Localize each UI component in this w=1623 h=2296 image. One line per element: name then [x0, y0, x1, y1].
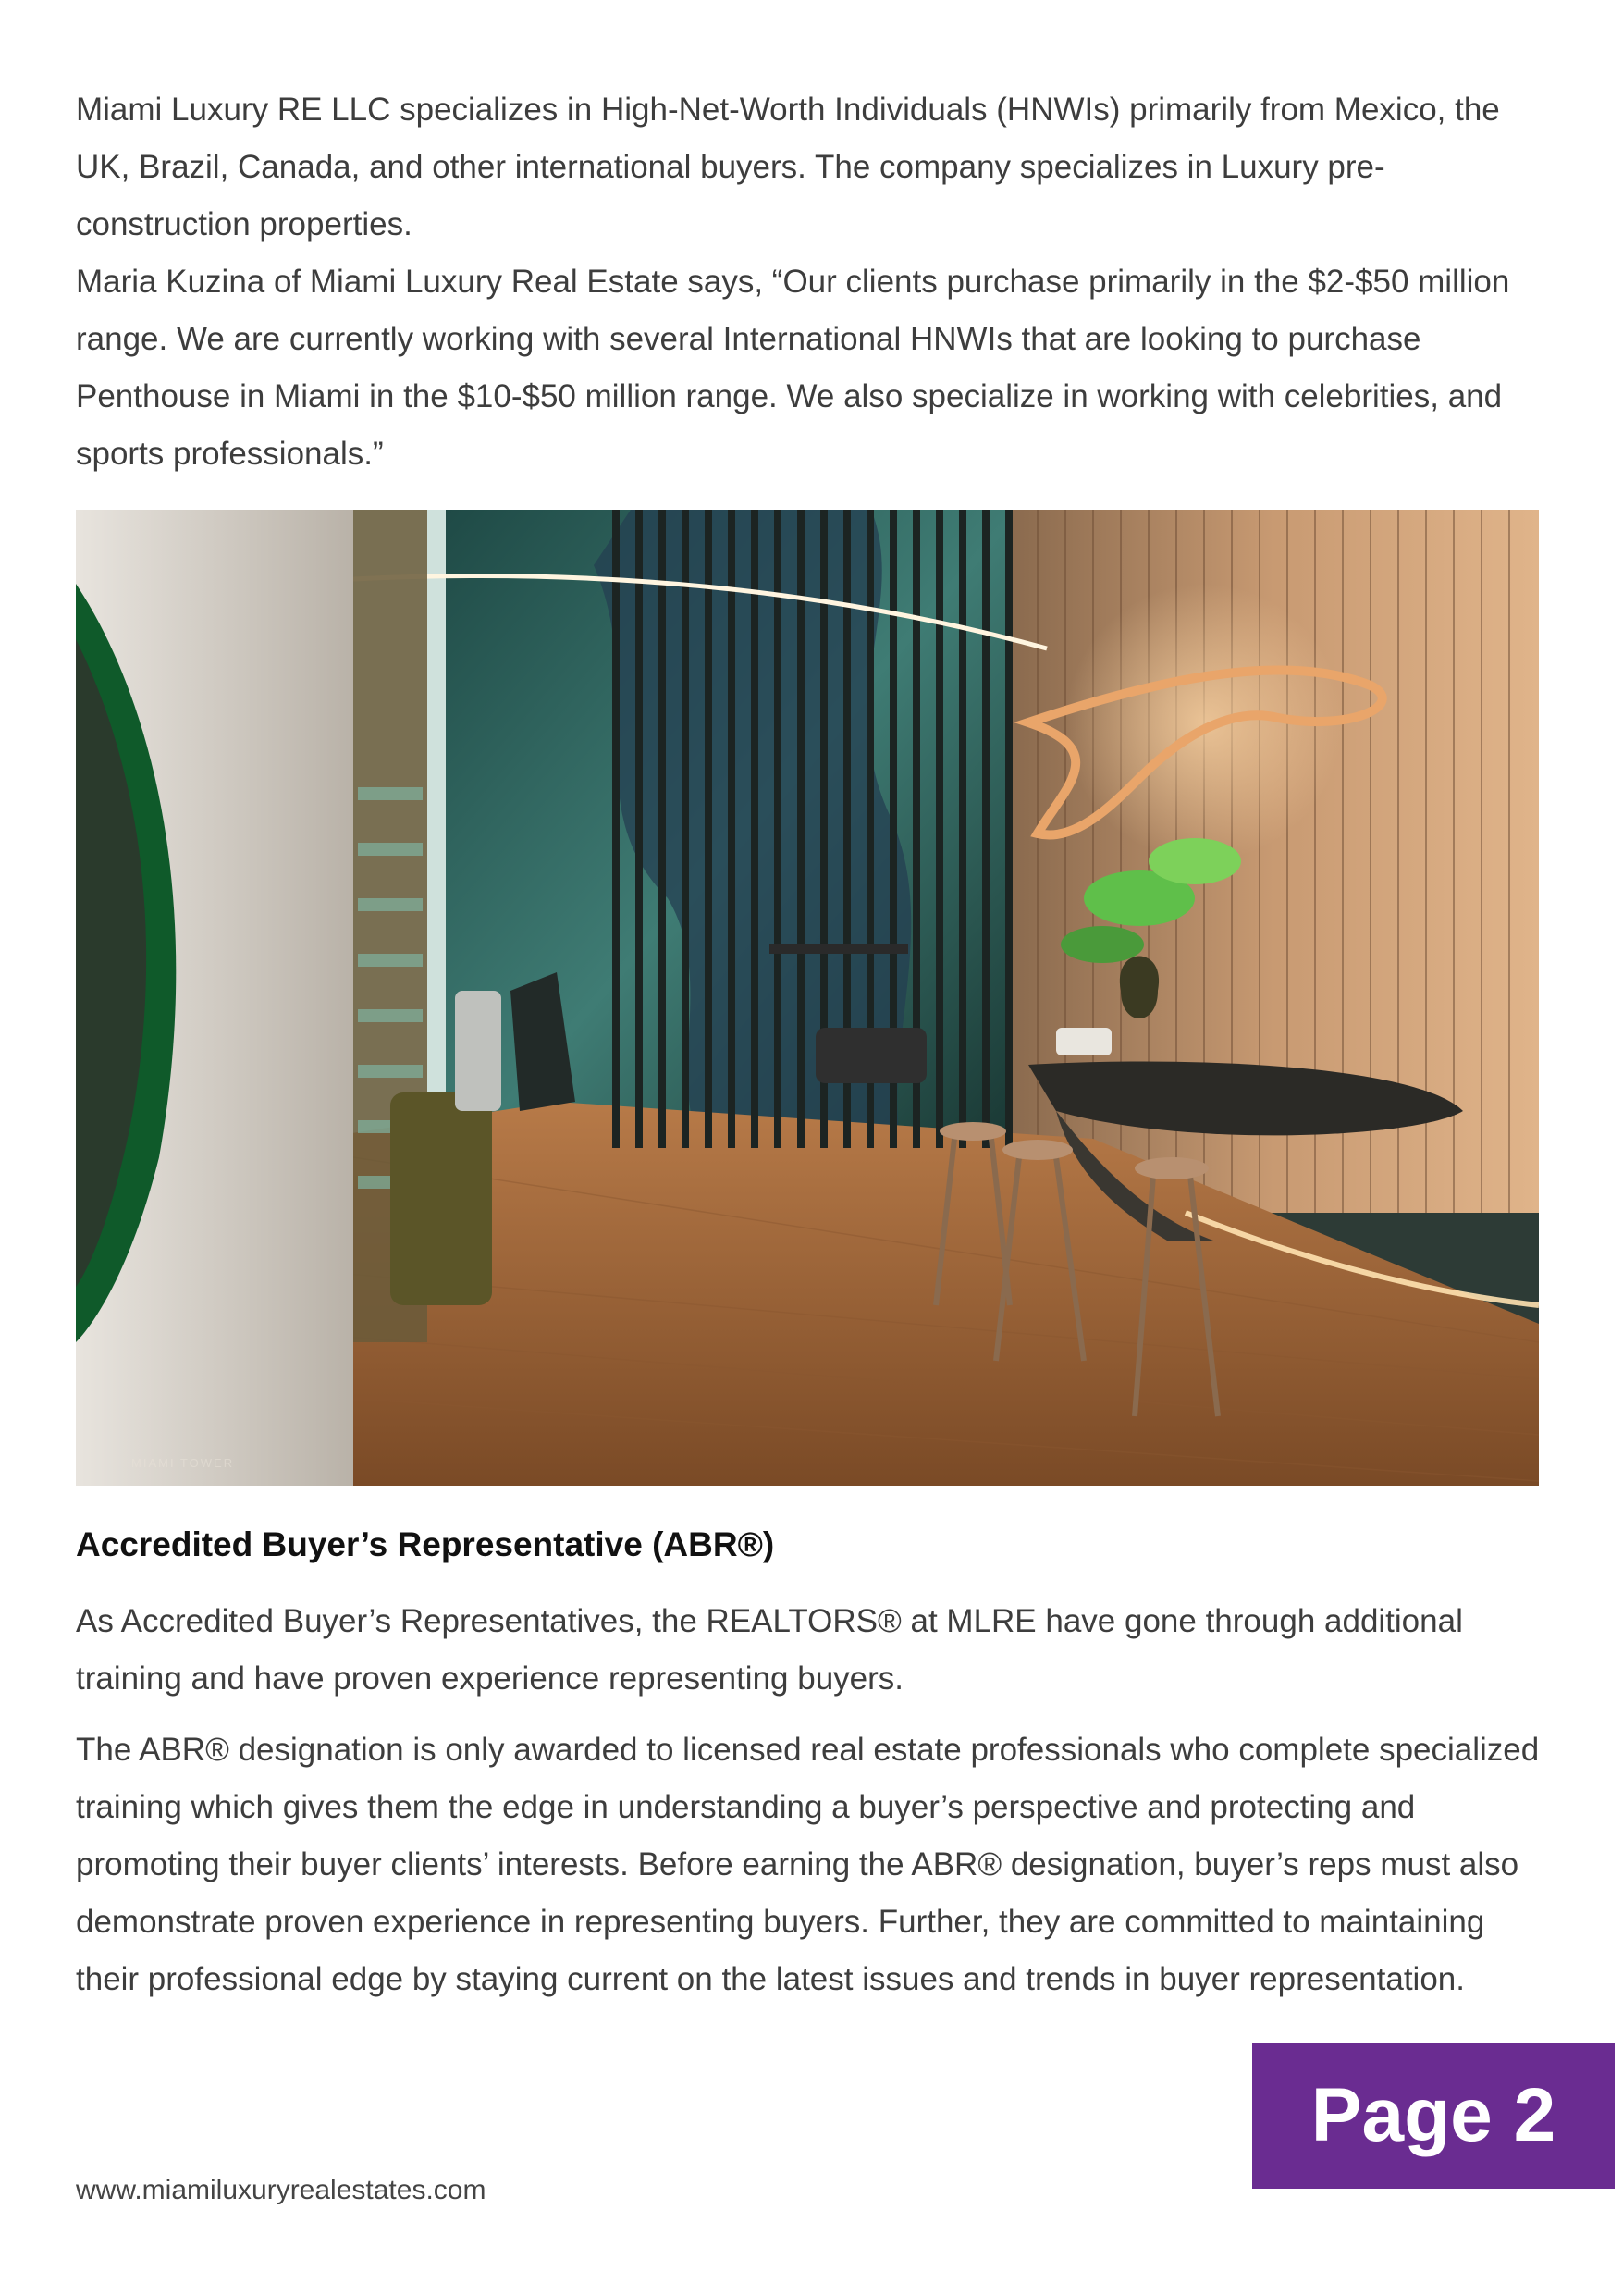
- abr-paragraph-1: As Accredited Buyer’s Representatives, the REALTORS® at MLRE have gone through additional training and have proven experience representing buyers.: [76, 1603, 1463, 1697]
- abr-paragraph-2: The ABR® designation is only awarded to licensed real estate professionals who complete specialized training which gives them the edge in understanding a buyer’s perspective and protecting and promoting their buyer clients’ interests. Before earning the ABR® designation, buyer’s reps must also demonstrate proven experience in representing buyers. Further, they are committed to maintaining their professional edge by staying current on the latest issues and trends in buyer representation.: [76, 1732, 1540, 1997]
- image-watermark: MIAMI TOWER: [131, 1456, 235, 1470]
- page-number-badge: [1252, 2043, 1615, 2189]
- intro-paragraph-2: Maria Kuzina of Miami Luxury Real Estate says, “Our clients purchase primarily in the $2-$50 million range. We are currently working with several International HNWIs that are looking to purchase Penthouse in Miami in the $10-$50 million range. We also specialize in working with celebrities, and sports professionals.”: [76, 264, 1510, 472]
- interior-illustration: [76, 510, 1539, 1486]
- intro-paragraph-1: Miami Luxury RE LLC specializes in High-Net-Worth Individuals (HNWIs) primarily from Mexico, the UK, Brazil, Canada, and other international buyers. The company specializes in Luxury pre-construction properties.: [76, 92, 1500, 242]
- footer-website-url[interactable]: www.miamiluxuryrealestates.com: [76, 2175, 486, 2205]
- interior-photo: [76, 510, 1539, 1486]
- page-number-label: Page 2: [1310, 2073, 1556, 2157]
- abr-heading: Accredited Buyer’s Representative (ABR®): [76, 1525, 775, 1563]
